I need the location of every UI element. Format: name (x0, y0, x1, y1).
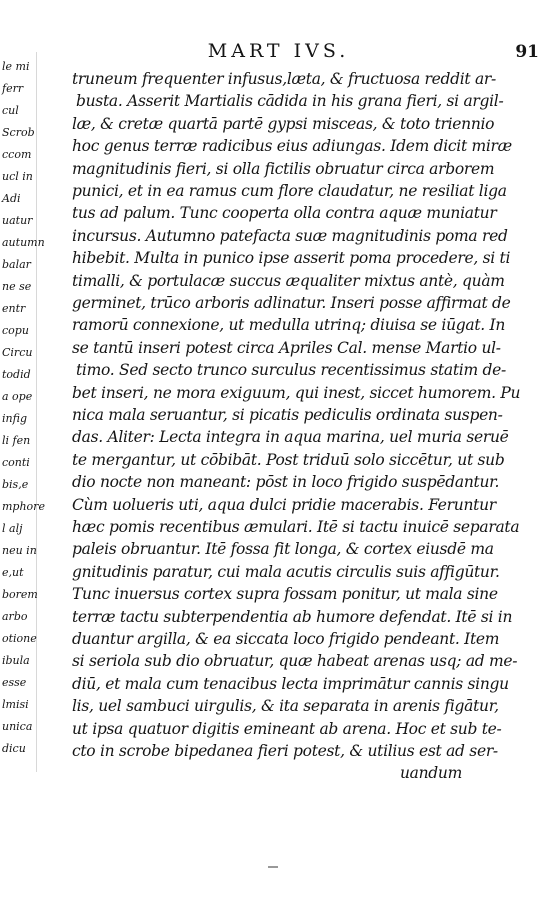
margin-fragment: unica (2, 720, 33, 733)
margin-fragment: esse (2, 676, 27, 689)
margin-fragment: Circu (2, 346, 33, 359)
text-line: bet inseri, ne mora exiguum, qui inest, siccet humorem. Pu (72, 383, 521, 402)
margin-fragment: entr (2, 302, 26, 315)
margin-fragment: ibula (2, 654, 30, 667)
margin-fragment: autumn (2, 236, 45, 249)
running-head: MART IVS. (207, 40, 350, 62)
margin-fragment: a ope (2, 390, 33, 403)
facing-page-margin (0, 52, 45, 772)
margin-fragment: lmisi (2, 698, 29, 711)
margin-fragment: arbo (2, 610, 28, 623)
margin-fragment: bis,e (2, 478, 29, 491)
text-line: busta. Asserit Martialis cādida in his grana fieri, si argil- (76, 92, 504, 111)
page-number: 91 (515, 42, 539, 62)
text-line: ut ipsa quatuor digitis emineant ab arena. Hoc et sub te- (72, 719, 502, 738)
text-line: lis, uel sambuci uirgulis, & ita separata in arenis figātur, (72, 697, 499, 716)
margin-fragment: l alj (2, 522, 23, 535)
text-line: magnitudinis fieri, si olla fictilis obruatur circa arborem (72, 159, 495, 178)
margin-fragment: uatur (2, 214, 33, 227)
text-line: se tantū inseri potest circa Apriles Cal. mense Martio ul- (72, 338, 501, 357)
text-line: diū, et mala cum tenacibus lecta imprimātur cannis singu (72, 674, 509, 693)
margin-fragment: Adi (2, 192, 21, 205)
margin-fragment: ne se (2, 280, 32, 293)
text-line: dio nocte non maneant: pōst in loco frigido suspēdantur. (72, 473, 500, 492)
margin-fragment: ccom (2, 148, 32, 161)
text-line: hæc pomis recentibus æmulari. Itē si tactu inuicē separata (72, 518, 520, 536)
text-line: terræ tactu subterpendentia ab humore defendat. Itē si in (72, 607, 513, 626)
text-line: paleis obruantur. Itē fossa fit longa, & cortex eiusdē ma (72, 540, 494, 559)
margin-fragment: neu in (2, 544, 37, 557)
margin-fragment: cul (2, 104, 19, 117)
margin-fragment: balar (2, 258, 31, 271)
text-line: tus ad palum. Tunc cooperta olla contra aquæ muniatur (72, 204, 497, 223)
text-line: uandum (399, 764, 462, 783)
text-line: Tunc inuersus cortex supra fossam ponitur, ut mala sine (72, 585, 498, 604)
text-line: hoc genus terræ radicibus eius adiungas. Idem dicit miræ (72, 137, 512, 156)
text-line: duantur argilla, & ea siccata loco frigido pendeant. Item (72, 630, 500, 648)
text-line: te mergantur, ut cōbibāt. Post triduū solo siccētur, ut sub (72, 450, 505, 469)
text-line: nica mala seruantur, si picatis pediculis ordinata suspen- (72, 406, 503, 424)
text-line: germinet, trūco arboris adlinatur. Inseri posse affirmat de (72, 294, 511, 312)
text-line: ramorū connexione, ut medulla utrinq; diuisa se iūgat. In (72, 316, 506, 335)
margin-fragment: dicu (2, 742, 26, 755)
text-line: das. Aliter: Lecta integra in aqua marina, uel muria seruē (72, 428, 509, 447)
text-line: gnitudinis paratur, cui mala acutis circulis suis affigūtur. (72, 562, 500, 581)
margin-fragment: infig (2, 412, 27, 425)
text-line: Cùm uolueris uti, aqua dulci pridie macerabis. Feruntur (72, 495, 496, 514)
text-line: incursus. Autumno patefacta suæ magnitudinis poma red (72, 226, 508, 245)
text-line: truneum frequenter infusus,læta, & fructuosa reddit ar- (72, 70, 496, 88)
margin-fragment: borem (2, 588, 38, 601)
margin-fragment: ucl in (2, 170, 33, 183)
text-line: læ, & cretæ quartā partē gypsi misceas, & toto triennio (72, 114, 495, 133)
margin-fragment: Scrob (2, 126, 35, 139)
margin-fragment: li fen (2, 434, 31, 447)
text-line: cto in scrobe bipedanea fieri potest, & utilius est ad ser- (72, 742, 498, 760)
margin-fragment: copu (2, 324, 29, 337)
text-line: hibebit. Multa in punico ipse asserit poma procedere, si ti (72, 249, 511, 268)
margin-fragment: otione (2, 632, 37, 645)
footer-mark (268, 866, 278, 868)
margin-fragment: ferr (2, 82, 24, 95)
margin-fragment: le mi (2, 60, 30, 73)
text-line: si seriola sub dio obruatur, quæ habeat arenas usq; ad me- (72, 652, 518, 671)
margin-fragment: todid (2, 368, 31, 381)
text-line: punici, et in ea ramus cum flore claudatur, ne resiliat liga (72, 182, 507, 200)
text-line: timo. Sed secto trunco surculus recentissimus statim de- (76, 361, 506, 380)
margin-fragment: e,ut (2, 566, 24, 579)
margin-fragment: conti (2, 456, 30, 469)
text-line: timalli, & portulacæ succus æqualiter mixtus antè, quàm (72, 271, 505, 290)
margin-fragment: mphore (2, 500, 45, 513)
